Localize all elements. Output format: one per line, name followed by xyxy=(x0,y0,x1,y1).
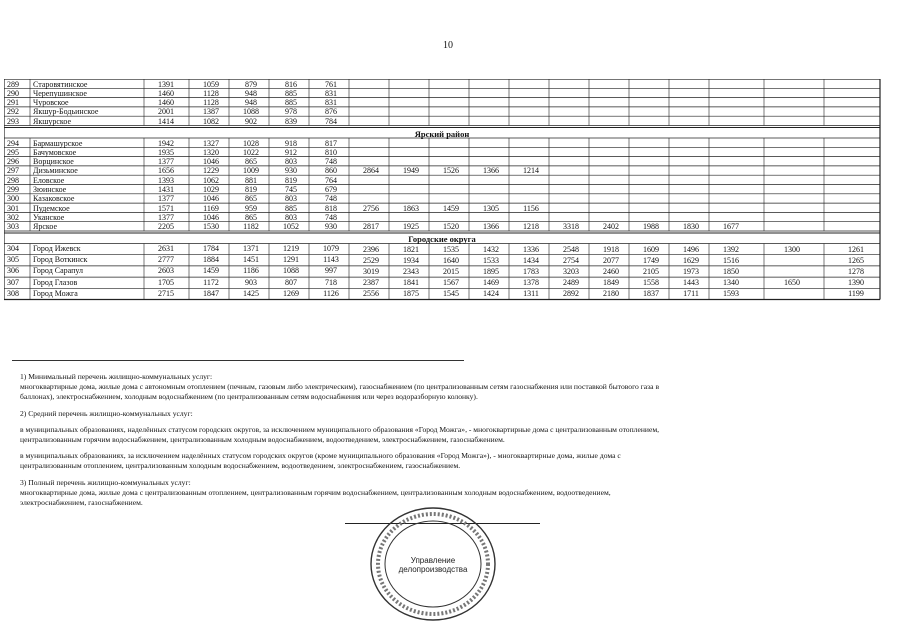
note-2-title: 2) Средний перечень жилищно-коммунальных услуг: xyxy=(20,408,193,418)
value-cell: 1516 xyxy=(723,255,739,265)
row-name: Казаковское xyxy=(33,194,75,204)
value-cell: 1875 xyxy=(403,289,419,299)
value-cell: 2603 xyxy=(158,266,174,276)
group-value-cell: 1520 xyxy=(443,222,459,232)
row-name: Город Можга xyxy=(33,288,78,298)
value-cell: 2556 xyxy=(363,289,379,299)
value-cell: 1022 xyxy=(243,147,259,157)
row-name: Город Воткинск xyxy=(33,255,88,265)
group-value-cell: 2402 xyxy=(603,222,619,232)
value-cell: 1029 xyxy=(203,185,219,194)
value-cell: 3019 xyxy=(363,266,379,276)
value-cell: 1393 xyxy=(158,175,174,185)
value-cell: 1443 xyxy=(683,278,699,288)
row-name: Зюинское xyxy=(33,185,67,194)
value-cell: 1336 xyxy=(523,244,539,254)
row-number: 295 xyxy=(7,147,19,157)
row-number: 289 xyxy=(7,79,19,89)
group-value-cell: 1526 xyxy=(443,166,459,176)
value-cell: 930 xyxy=(325,222,337,232)
value-cell: 761 xyxy=(325,79,337,89)
row-name: Бармашурское xyxy=(33,138,83,148)
row-number: 291 xyxy=(7,98,19,108)
value-cell: 903 xyxy=(245,277,257,287)
row-name: Уканское xyxy=(33,212,65,222)
value-cell: 718 xyxy=(325,277,337,287)
value-cell: 1535 xyxy=(443,244,459,254)
group-value-cell: 1949 xyxy=(403,166,419,176)
value-cell: 1705 xyxy=(158,277,174,287)
value-cell: 1895 xyxy=(483,266,499,276)
value-cell: 1387 xyxy=(203,107,219,117)
group-value-cell: 1218 xyxy=(523,222,539,232)
value-cell: 819 xyxy=(285,175,297,185)
row-name: Город Глазов xyxy=(33,277,78,287)
value-cell: 997 xyxy=(325,266,337,276)
value-cell: 1837 xyxy=(643,289,659,299)
note-3-text-cont: электроснабжением, газоснабжением. xyxy=(20,498,143,508)
row-number: 292 xyxy=(7,107,19,117)
group-value-cell: 1459 xyxy=(443,203,459,213)
tariff-table xyxy=(4,79,884,355)
value-cell: 748 xyxy=(325,194,337,204)
value-cell: 1300 xyxy=(784,244,800,254)
group-value-cell: 2756 xyxy=(363,203,379,213)
value-cell: 1079 xyxy=(323,244,339,253)
value-cell: 1935 xyxy=(158,147,174,157)
value-cell: 679 xyxy=(325,185,337,194)
value-cell: 885 xyxy=(285,203,297,213)
value-cell: 1229 xyxy=(203,166,219,176)
group-value-cell: 1677 xyxy=(723,222,739,232)
value-cell: 912 xyxy=(285,147,297,157)
value-cell: 1046 xyxy=(203,194,219,204)
section-city-districts: Городские округа xyxy=(408,234,476,244)
value-cell: 1460 xyxy=(158,98,174,108)
value-cell: 1431 xyxy=(158,185,174,194)
row-name: Город Сарапул xyxy=(33,266,84,276)
value-cell: 885 xyxy=(285,98,297,108)
value-cell: 1629 xyxy=(683,255,699,265)
value-cell: 1088 xyxy=(283,266,299,276)
value-cell: 1219 xyxy=(283,244,299,253)
value-cell: 1884 xyxy=(203,255,219,265)
value-cell: 803 xyxy=(285,212,297,222)
note-2-text-a: в муниципальных образованиях, наделённых статусом городских округов, за исключением муниципального образования «Город Можга», - многоквартирные дома с централизованным отоплением, xyxy=(20,424,660,434)
value-cell: 978 xyxy=(285,107,297,117)
value-cell: 1533 xyxy=(483,255,499,265)
row-number: 306 xyxy=(7,266,19,276)
row-number: 305 xyxy=(7,255,19,265)
value-cell: 1028 xyxy=(243,138,259,148)
value-cell: 1172 xyxy=(203,277,219,287)
value-cell: 1640 xyxy=(443,255,459,265)
value-cell: 918 xyxy=(285,138,297,148)
value-cell: 1918 xyxy=(603,244,619,254)
value-cell: 1059 xyxy=(203,79,219,89)
group-value-cell: 1863 xyxy=(403,203,419,213)
value-cell: 1656 xyxy=(158,166,174,176)
value-cell: 1847 xyxy=(203,288,219,298)
value-cell: 2077 xyxy=(603,255,619,265)
row-name: Ворцинское xyxy=(33,157,74,167)
value-cell: 803 xyxy=(285,157,297,167)
value-cell: 1062 xyxy=(203,175,219,185)
value-cell: 902 xyxy=(245,116,257,126)
value-cell: 1291 xyxy=(283,255,299,265)
row-name: Дизьминское xyxy=(33,166,78,176)
value-cell: 1182 xyxy=(243,222,259,232)
value-cell: 1451 xyxy=(243,255,259,265)
value-cell: 1371 xyxy=(243,244,259,253)
value-cell: 1046 xyxy=(203,212,219,222)
value-cell: 1261 xyxy=(848,244,864,254)
value-cell: 1414 xyxy=(158,116,174,126)
group-value-cell: 2864 xyxy=(363,166,379,176)
value-cell: 879 xyxy=(245,79,257,89)
value-cell: 1128 xyxy=(203,98,219,108)
row-number: 293 xyxy=(7,116,19,126)
value-cell: 1169 xyxy=(203,203,219,213)
value-cell: 1320 xyxy=(203,147,219,157)
value-cell: 1009 xyxy=(243,166,259,176)
value-cell: 1052 xyxy=(283,222,299,232)
value-cell: 748 xyxy=(325,212,337,222)
value-cell: 819 xyxy=(245,185,257,194)
value-cell: 748 xyxy=(325,157,337,167)
value-cell: 2489 xyxy=(563,278,579,288)
row-name: Бачумовское xyxy=(33,147,77,157)
note-3-text: многоквартирные дома, жилые дома с централизованным отоплением, централизованным горячим водоснабжением, централизованным холодным водоснабжением, водоотведением, xyxy=(20,487,611,497)
section-yarsky-district: Ярский район xyxy=(414,128,470,139)
value-cell: 3203 xyxy=(563,266,579,276)
notes-separator xyxy=(12,360,464,361)
value-cell: 1265 xyxy=(848,255,864,265)
value-cell: 1424 xyxy=(483,289,499,299)
value-cell: 818 xyxy=(325,203,337,213)
value-cell: 2892 xyxy=(563,289,579,299)
row-number: 298 xyxy=(7,175,19,185)
value-cell: 839 xyxy=(285,116,297,126)
group-value-cell: 1925 xyxy=(403,222,419,232)
value-cell: 1425 xyxy=(243,288,259,298)
note-1-title: 1) Минимальный перечень жилищно-коммунальных услуг: xyxy=(20,372,213,381)
value-cell: 2777 xyxy=(158,255,174,265)
value-cell: 2180 xyxy=(603,289,619,299)
row-name: Старовятинское xyxy=(33,79,88,89)
value-cell: 1082 xyxy=(203,116,219,126)
value-cell: 2529 xyxy=(363,255,379,265)
value-cell: 2460 xyxy=(603,266,619,276)
value-cell: 1784 xyxy=(203,244,219,253)
row-number: 307 xyxy=(7,277,19,287)
group-value-cell: 1830 xyxy=(683,222,699,232)
value-cell: 1650 xyxy=(784,278,800,288)
note-2-text-b-cont: централизованным отоплением, централизованным холодным водоснабжением, водоотведением, электроснабжением, газоснабжением. xyxy=(20,461,461,471)
value-cell: 1711 xyxy=(683,289,699,299)
value-cell: 1199 xyxy=(848,289,864,299)
value-cell: 1434 xyxy=(523,255,539,265)
value-cell: 1973 xyxy=(683,266,699,276)
stamp-line-2: делопроизводства xyxy=(398,565,468,574)
value-cell: 1934 xyxy=(403,255,419,265)
value-cell: 784 xyxy=(325,116,337,126)
value-cell: 1850 xyxy=(723,266,739,276)
value-cell: 1128 xyxy=(203,88,219,98)
note-3-title: 3) Полный перечень жилищно-коммунальных услуг: xyxy=(20,477,191,487)
page-number: 10 xyxy=(443,40,453,51)
group-value-cell: 1366 xyxy=(483,222,499,232)
value-cell: 1390 xyxy=(848,278,864,288)
row-name: Пудемское xyxy=(33,203,70,213)
value-cell: 1377 xyxy=(158,212,174,222)
value-cell: 1496 xyxy=(683,244,699,254)
value-cell: 2001 xyxy=(158,107,174,117)
row-number: 297 xyxy=(7,166,19,176)
value-cell: 831 xyxy=(325,88,337,98)
value-cell: 1378 xyxy=(523,278,539,288)
value-cell: 2343 xyxy=(403,266,419,276)
value-cell: 2715 xyxy=(158,288,174,298)
row-number: 290 xyxy=(7,88,19,98)
value-cell: 2548 xyxy=(563,244,579,254)
value-cell: 1545 xyxy=(443,289,459,299)
row-name: Якшурское xyxy=(33,116,72,126)
note-1-text: многоквартирные дома, жилые дома с автономным отоплением (печным, газовым либо электрическим), газоснабжением (по централизованным сетям газоснабжения или поставкой бытового газа в xyxy=(20,382,660,392)
notes-block xyxy=(20,372,860,508)
stamp-line-1: Управление xyxy=(410,556,456,565)
value-cell: 817 xyxy=(325,138,337,148)
note-2-text-b: в муниципальных образованиях, за исключением наделённых статусом городских округов (кроме муниципального образования «Город Можга»), - многоквартирные дома, жилые дома с xyxy=(20,451,621,461)
note-1-text-cont: баллонах), электроснабжением, холодным водоснабжением (по централизованным сетям водоснабжения или через водоразборную колонку). xyxy=(20,392,478,402)
group-value-cell: 1214 xyxy=(523,166,539,176)
value-cell: 764 xyxy=(325,175,337,185)
value-cell: 930 xyxy=(285,166,297,176)
value-cell: 1327 xyxy=(203,138,219,148)
value-cell: 2387 xyxy=(363,278,379,288)
value-cell: 1571 xyxy=(158,203,174,213)
row-number: 303 xyxy=(7,222,19,232)
value-cell: 876 xyxy=(325,107,337,117)
value-cell: 2631 xyxy=(158,244,174,253)
value-cell: 860 xyxy=(325,166,337,176)
value-cell: 745 xyxy=(285,185,297,194)
value-cell: 1821 xyxy=(403,244,419,254)
value-cell: 1942 xyxy=(158,138,174,148)
value-cell: 1469 xyxy=(483,278,499,288)
group-value-cell: 1988 xyxy=(643,222,659,232)
row-number: 296 xyxy=(7,157,19,167)
value-cell: 1186 xyxy=(243,266,259,276)
value-cell: 1269 xyxy=(283,288,299,298)
value-cell: 948 xyxy=(245,98,257,108)
note-2-text-a-cont: централизованным горячим водоснабжением, централизованным холодным водоснабжением, водоотведением, электроснабжением, газоснабжением. xyxy=(20,435,505,445)
row-number: 302 xyxy=(7,212,19,222)
row-number: 301 xyxy=(7,203,19,213)
value-cell: 816 xyxy=(285,79,297,89)
row-name: Еловское xyxy=(33,175,65,185)
group-value-cell: 1305 xyxy=(483,203,499,213)
row-name: Черепушинское xyxy=(33,88,87,98)
value-cell: 2396 xyxy=(363,244,379,254)
value-cell: 1126 xyxy=(323,288,339,298)
value-cell: 1609 xyxy=(643,244,659,254)
value-cell: 881 xyxy=(245,175,257,185)
value-cell: 2015 xyxy=(443,266,459,276)
value-cell: 1088 xyxy=(243,107,259,117)
value-cell: 1377 xyxy=(158,157,174,167)
value-cell: 1849 xyxy=(603,278,619,288)
row-name: Ярское xyxy=(33,222,58,232)
value-cell: 2105 xyxy=(643,266,659,276)
value-cell: 1391 xyxy=(158,79,174,89)
value-cell: 865 xyxy=(245,194,257,204)
value-cell: 1432 xyxy=(483,244,499,254)
value-cell: 1749 xyxy=(643,255,659,265)
row-number: 308 xyxy=(7,288,19,298)
value-cell: 1530 xyxy=(203,222,219,232)
row-name: Город Ижевск xyxy=(33,244,81,253)
value-cell: 1558 xyxy=(643,278,659,288)
group-value-cell: 1156 xyxy=(523,203,539,213)
value-cell: 1841 xyxy=(403,278,419,288)
value-cell: 1046 xyxy=(203,157,219,167)
value-cell: 810 xyxy=(325,147,337,157)
value-cell: 831 xyxy=(325,98,337,108)
row-number: 300 xyxy=(7,194,19,204)
value-cell: 948 xyxy=(245,88,257,98)
value-cell: 1783 xyxy=(523,266,539,276)
value-cell: 1311 xyxy=(523,289,539,299)
group-value-cell: 2817 xyxy=(363,222,379,232)
value-cell: 1460 xyxy=(158,88,174,98)
value-cell: 1143 xyxy=(323,255,339,265)
value-cell: 807 xyxy=(285,277,297,287)
value-cell: 885 xyxy=(285,88,297,98)
value-cell: 2754 xyxy=(563,255,579,265)
row-number: 294 xyxy=(7,138,19,148)
official-stamp xyxy=(368,505,498,623)
value-cell: 1593 xyxy=(723,289,739,299)
row-number: 304 xyxy=(7,244,19,253)
row-name: Якшур-Бодьинское xyxy=(33,107,99,117)
row-name: Чуровское xyxy=(33,98,69,108)
value-cell: 865 xyxy=(245,212,257,222)
value-cell: 2205 xyxy=(158,222,174,232)
value-cell: 1459 xyxy=(203,266,219,276)
group-value-cell: 3318 xyxy=(563,222,579,232)
row-number: 299 xyxy=(7,185,19,194)
value-cell: 1392 xyxy=(723,244,739,254)
value-cell: 1278 xyxy=(848,266,864,276)
value-cell: 1340 xyxy=(723,278,739,288)
value-cell: 959 xyxy=(245,203,257,213)
value-cell: 803 xyxy=(285,194,297,204)
group-value-cell: 1366 xyxy=(483,166,499,176)
value-cell: 1567 xyxy=(443,278,459,288)
value-cell: 1377 xyxy=(158,194,174,204)
value-cell: 865 xyxy=(245,157,257,167)
